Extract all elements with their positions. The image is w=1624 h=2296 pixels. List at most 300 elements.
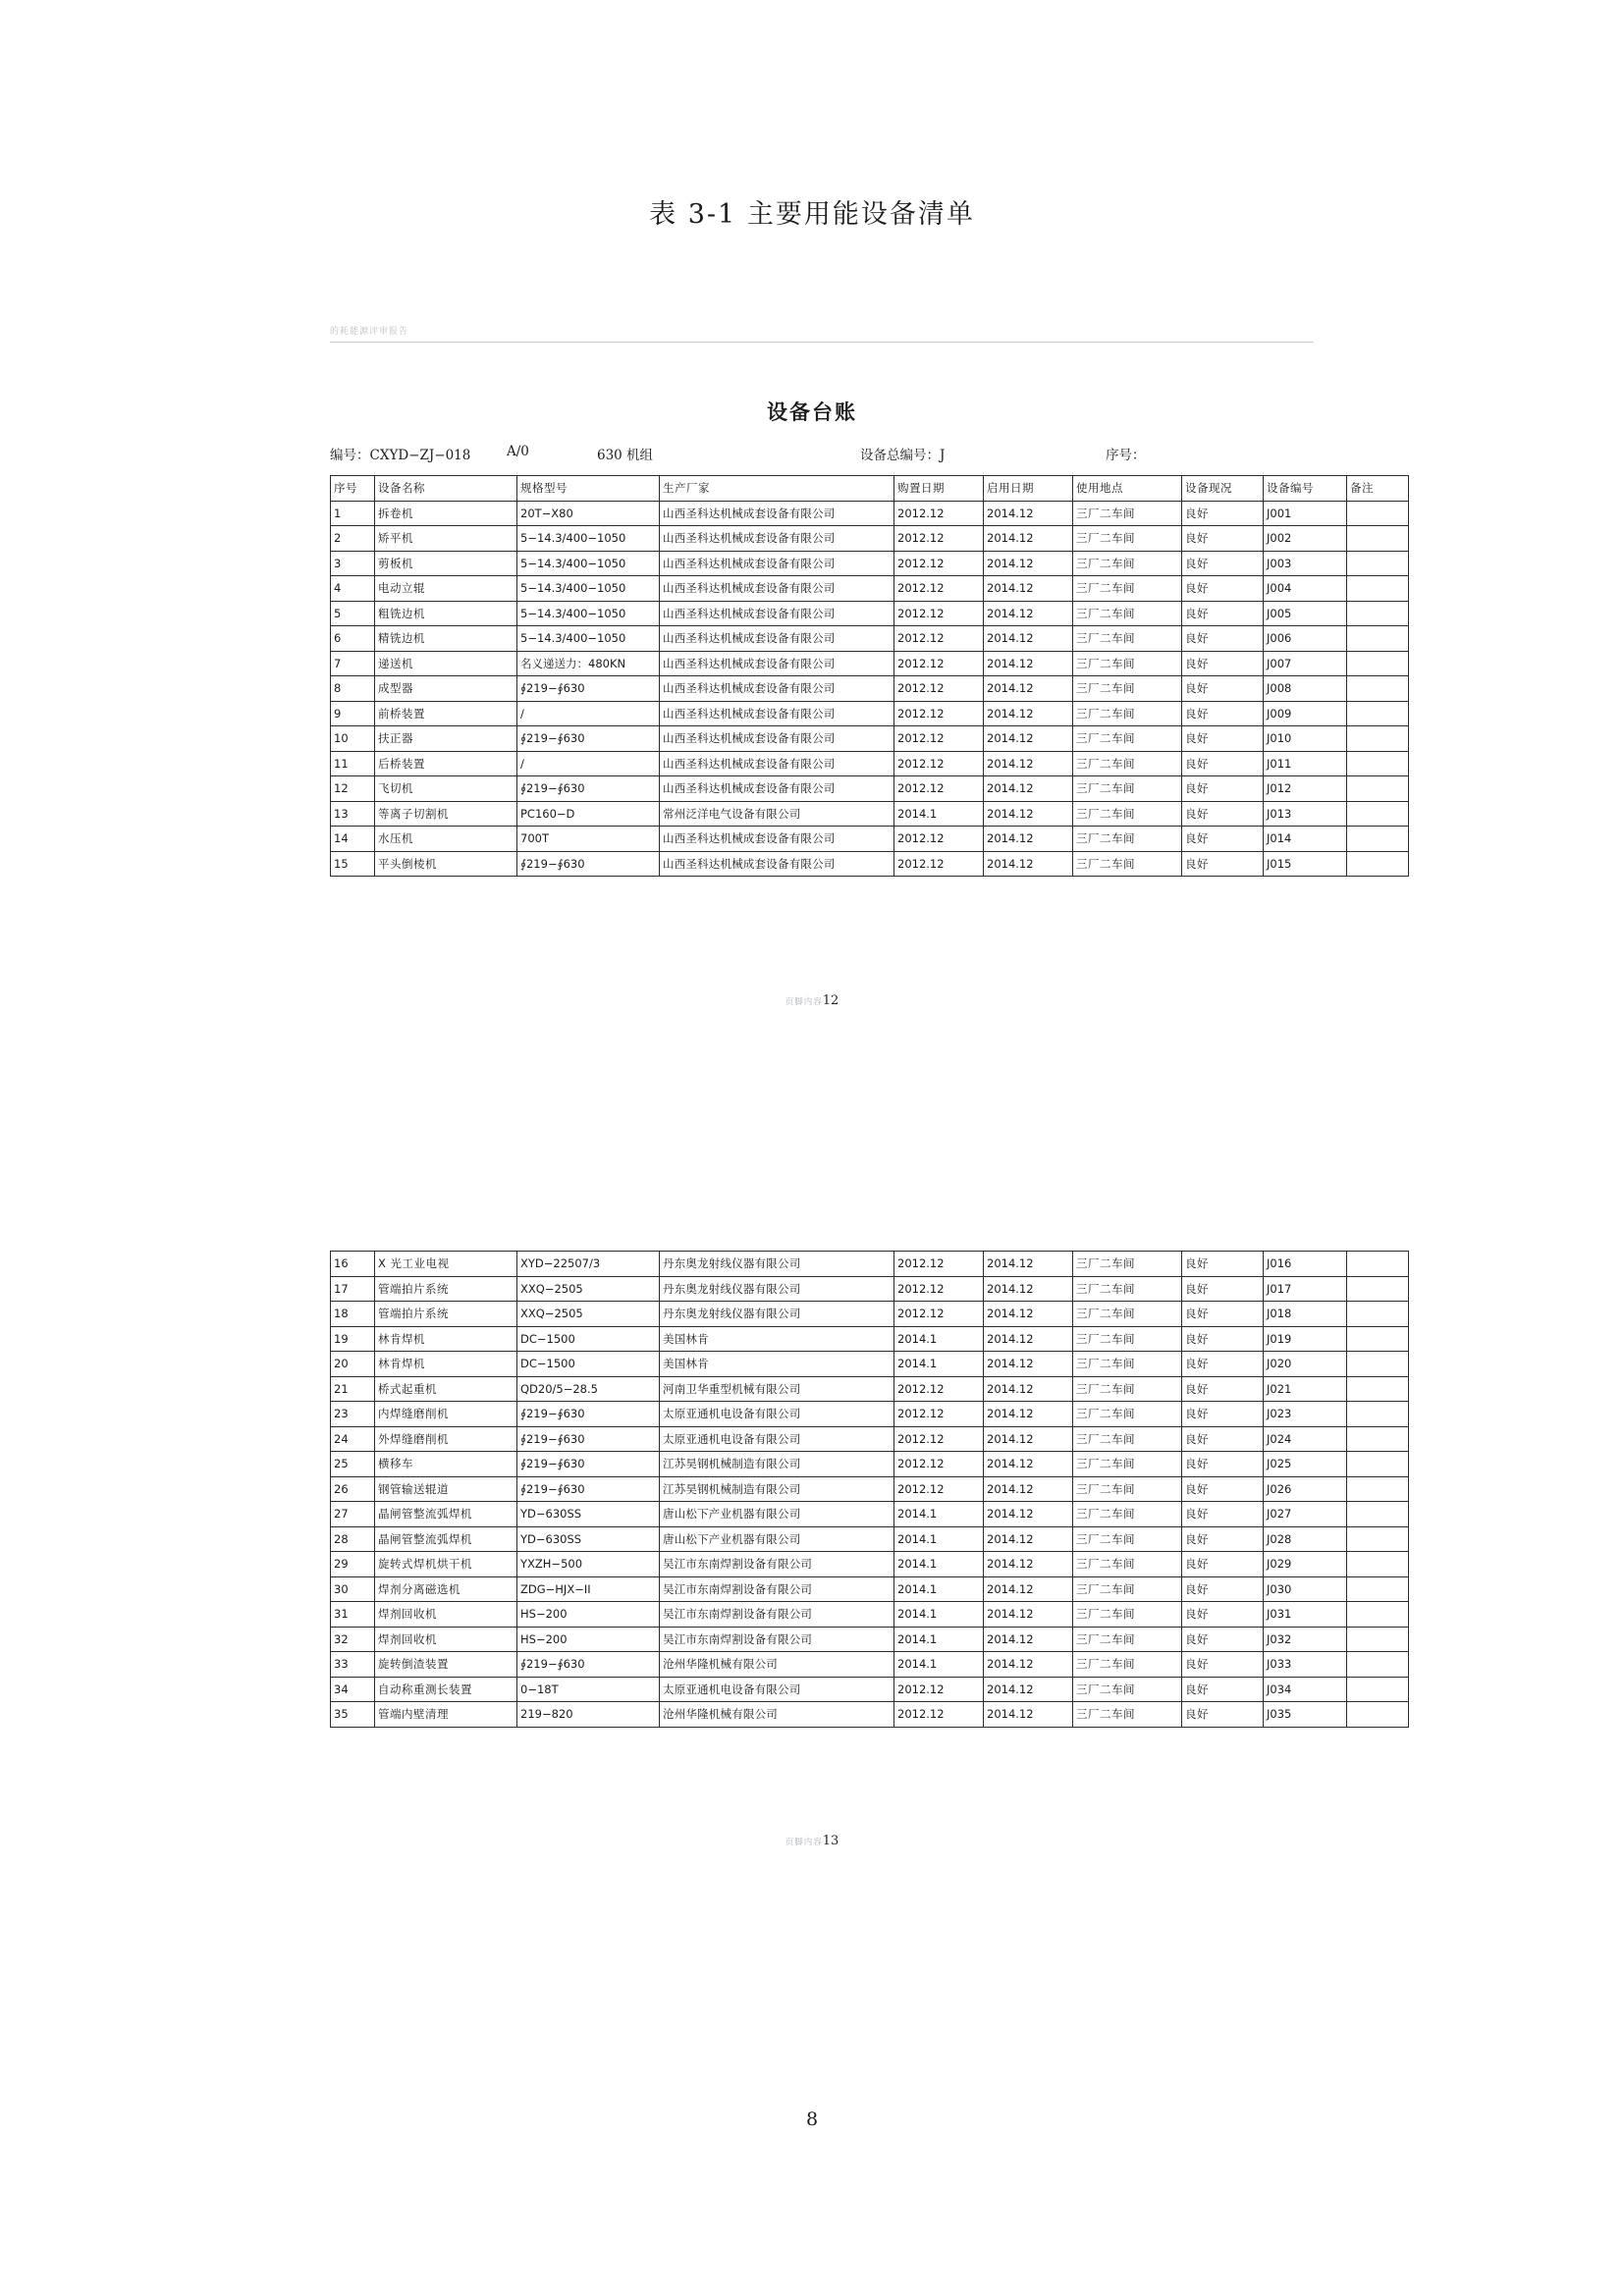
cell-equipment-name: 成型器: [375, 676, 517, 702]
cell-condition: 良好: [1182, 1702, 1264, 1728]
cell-equipment-name: 管端拍片系统: [375, 1302, 517, 1327]
page-footer-12: [0, 993, 1624, 1008]
table-row: [331, 1576, 1409, 1602]
table-row: [331, 1526, 1409, 1552]
cell-condition: 良好: [1182, 1552, 1264, 1577]
cell-manufacturer: 太原亚通机电设备有限公司: [660, 1677, 894, 1702]
cell-equipment-name: 外焊缝磨削机: [375, 1426, 517, 1452]
cell-model: ZDG−HJX−II: [517, 1576, 660, 1602]
cell-manufacturer: 吴江市东南焊割设备有限公司: [660, 1602, 894, 1628]
cell-equipment-name: 焊剂回收机: [375, 1602, 517, 1628]
cell-equipment-name: 粗铣边机: [375, 601, 517, 626]
cell-manufacturer: 太原亚通机电设备有限公司: [660, 1402, 894, 1427]
cell-condition: 良好: [1182, 1602, 1264, 1628]
cell-location: 三厂二车间: [1073, 1552, 1182, 1577]
cell-manufacturer: 吴江市东南焊割设备有限公司: [660, 1576, 894, 1602]
table-row: [331, 1426, 1409, 1452]
cell-start-date: 2014.12: [984, 827, 1073, 852]
cell-purchase-date: 2014.1: [894, 1602, 984, 1628]
cell-start-date: 2014.12: [984, 1526, 1073, 1552]
cell-start-date: 2014.12: [984, 651, 1073, 676]
cell-location: 三厂二车间: [1073, 1376, 1182, 1402]
cell-location: 三厂二车间: [1073, 1276, 1182, 1302]
cell-manufacturer: 山西圣科达机械成套设备有限公司: [660, 526, 894, 552]
cell-condition: 良好: [1182, 1252, 1264, 1277]
cell-manufacturer: 丹东奥龙射线仪器有限公司: [660, 1302, 894, 1327]
table-row: [331, 776, 1409, 802]
table-row: [331, 751, 1409, 776]
cell-remark: [1347, 551, 1409, 576]
cell-start-date: 2014.12: [984, 1402, 1073, 1427]
cell-location: 三厂二车间: [1073, 801, 1182, 827]
cell-location: 三厂二车间: [1073, 576, 1182, 602]
cell-equipment-name: 焊剂分离磁选机: [375, 1576, 517, 1602]
cell-manufacturer: 山西圣科达机械成套设备有限公司: [660, 851, 894, 877]
cell-manufacturer: 山西圣科达机械成套设备有限公司: [660, 601, 894, 626]
cell-equipment-name: 钢管输送辊道: [375, 1476, 517, 1502]
cell-equipment-no: J030: [1264, 1576, 1347, 1602]
table-row: [331, 1402, 1409, 1427]
cell-equipment-name: 飞切机: [375, 776, 517, 802]
cell-equipment-no: J014: [1264, 827, 1347, 852]
cell-manufacturer: 沧州华隆机械有限公司: [660, 1702, 894, 1728]
cell-manufacturer: 常州泛洋电气设备有限公司: [660, 801, 894, 827]
cell-remark: [1347, 1627, 1409, 1652]
cell-start-date: 2014.12: [984, 601, 1073, 626]
cell-condition: 良好: [1182, 626, 1264, 652]
cell-condition: 良好: [1182, 1526, 1264, 1552]
cell-purchase-date: 2012.12: [894, 851, 984, 877]
cell-model: ∮219−∮630: [517, 776, 660, 802]
cell-purchase-date: 2012.12: [894, 827, 984, 852]
cell-purchase-date: 2014.1: [894, 1352, 984, 1377]
cell-remark: [1347, 1376, 1409, 1402]
cell-purchase-date: 2012.12: [894, 526, 984, 552]
cell-remark: [1347, 1252, 1409, 1277]
cell-start-date: 2014.12: [984, 801, 1073, 827]
cell-start-date: 2014.12: [984, 676, 1073, 702]
cell-start-date: 2014.12: [984, 551, 1073, 576]
cell-seq: 24: [331, 1426, 375, 1452]
page-footer-13: [0, 1834, 1624, 1848]
cell-seq: 19: [331, 1326, 375, 1352]
cell-model: DC−1500: [517, 1326, 660, 1352]
cell-manufacturer: 山西圣科达机械成套设备有限公司: [660, 726, 894, 752]
column-header-remark: 备注: [1347, 476, 1409, 502]
cell-equipment-no: J020: [1264, 1352, 1347, 1377]
cell-seq: 7: [331, 651, 375, 676]
cell-seq: 32: [331, 1627, 375, 1652]
cell-condition: 良好: [1182, 501, 1264, 526]
cell-remark: [1347, 1476, 1409, 1502]
cell-model: XXQ−2505: [517, 1302, 660, 1327]
cell-condition: 良好: [1182, 776, 1264, 802]
table-row: [331, 851, 1409, 877]
cell-condition: 良好: [1182, 1326, 1264, 1352]
cell-model: ∮219−∮630: [517, 1476, 660, 1502]
meta-unit: 630 机组: [597, 448, 654, 463]
cell-purchase-date: 2014.1: [894, 1526, 984, 1552]
cell-seq: 23: [331, 1402, 375, 1427]
cell-location: 三厂二车间: [1073, 1526, 1182, 1552]
cell-condition: 良好: [1182, 1652, 1264, 1678]
cell-model: ∮219−∮630: [517, 1652, 660, 1678]
cell-purchase-date: 2012.12: [894, 551, 984, 576]
table-header: [331, 476, 1409, 502]
table-row: [331, 576, 1409, 602]
cell-equipment-no: J029: [1264, 1552, 1347, 1577]
cell-equipment-name: 林肯焊机: [375, 1352, 517, 1377]
cell-model: HS−200: [517, 1602, 660, 1628]
cell-start-date: 2014.12: [984, 1552, 1073, 1577]
cell-equipment-no: J013: [1264, 801, 1347, 827]
column-header-model: 规格型号: [517, 476, 660, 502]
cell-purchase-date: 2014.1: [894, 1552, 984, 1577]
cell-condition: 良好: [1182, 1476, 1264, 1502]
cell-remark: [1347, 1552, 1409, 1577]
table-row: [331, 1326, 1409, 1352]
cell-condition: 良好: [1182, 551, 1264, 576]
cell-location: 三厂二车间: [1073, 1602, 1182, 1628]
cell-condition: 良好: [1182, 827, 1264, 852]
cell-manufacturer: 山西圣科达机械成套设备有限公司: [660, 501, 894, 526]
cell-remark: [1347, 1302, 1409, 1327]
cell-equipment-name: 平头倒棱机: [375, 851, 517, 877]
cell-model: YXZH−500: [517, 1552, 660, 1577]
cell-seq: 1: [331, 501, 375, 526]
cell-model: ∮219−∮630: [517, 1402, 660, 1427]
cell-purchase-date: 2012.12: [894, 1476, 984, 1502]
cell-equipment-no: J019: [1264, 1326, 1347, 1352]
cell-model: YD−630SS: [517, 1502, 660, 1527]
cell-seq: 25: [331, 1452, 375, 1477]
table-row: [331, 1627, 1409, 1652]
cell-manufacturer: 山西圣科达机械成套设备有限公司: [660, 676, 894, 702]
cell-seq: 11: [331, 751, 375, 776]
footer-label-2: 页脚内容: [785, 1838, 823, 1847]
cell-start-date: 2014.12: [984, 751, 1073, 776]
column-header-equipment-no: 设备编号: [1264, 476, 1347, 502]
table-row: [331, 1502, 1409, 1527]
table-row: [331, 1602, 1409, 1628]
cell-start-date: 2014.12: [984, 1627, 1073, 1652]
cell-location: 三厂二车间: [1073, 1627, 1182, 1652]
table-row: [331, 1652, 1409, 1678]
cell-model: HS−200: [517, 1627, 660, 1652]
cell-equipment-no: J032: [1264, 1627, 1347, 1652]
cell-model: XYD−22507/3: [517, 1252, 660, 1277]
cell-remark: [1347, 1602, 1409, 1628]
cell-manufacturer: 山西圣科达机械成套设备有限公司: [660, 776, 894, 802]
cell-purchase-date: 2012.12: [894, 676, 984, 702]
cell-start-date: 2014.12: [984, 626, 1073, 652]
cell-equipment-name: 焊剂回收机: [375, 1627, 517, 1652]
cell-purchase-date: 2012.12: [894, 501, 984, 526]
cell-start-date: 2014.12: [984, 1652, 1073, 1678]
column-header-manufacturer: 生产厂家: [660, 476, 894, 502]
cell-seq: 30: [331, 1576, 375, 1602]
cell-model: YD−630SS: [517, 1526, 660, 1552]
table-row: [331, 601, 1409, 626]
cell-purchase-date: 2012.12: [894, 776, 984, 802]
cell-seq: 2: [331, 526, 375, 552]
cell-manufacturer: 吴江市东南焊割设备有限公司: [660, 1627, 894, 1652]
column-header-seq: 序号: [331, 476, 375, 502]
cell-equipment-name: 内焊缝磨削机: [375, 1402, 517, 1427]
cell-equipment-name: 林肯焊机: [375, 1326, 517, 1352]
cell-equipment-no: J017: [1264, 1276, 1347, 1302]
cell-start-date: 2014.12: [984, 1352, 1073, 1377]
table-row: [331, 651, 1409, 676]
cell-model: 5−14.3/400−1050: [517, 551, 660, 576]
cell-location: 三厂二车间: [1073, 851, 1182, 877]
cell-purchase-date: 2012.12: [894, 576, 984, 602]
cell-remark: [1347, 626, 1409, 652]
cell-equipment-no: J028: [1264, 1526, 1347, 1552]
table-row: [331, 501, 1409, 526]
cell-model: ∮219−∮630: [517, 1452, 660, 1477]
cell-equipment-name: 等离子切割机: [375, 801, 517, 827]
cell-remark: [1347, 801, 1409, 827]
table-row: [331, 676, 1409, 702]
meta-sequence: 序号：: [1106, 448, 1146, 463]
cell-equipment-no: J034: [1264, 1677, 1347, 1702]
cell-purchase-date: 2012.12: [894, 726, 984, 752]
table-row: [331, 1476, 1409, 1502]
cell-equipment-no: J010: [1264, 726, 1347, 752]
cell-model: 5−14.3/400−1050: [517, 626, 660, 652]
cell-manufacturer: 山西圣科达机械成套设备有限公司: [660, 751, 894, 776]
table-row: [331, 1452, 1409, 1477]
cell-location: 三厂二车间: [1073, 1652, 1182, 1678]
cell-manufacturer: 山西圣科达机械成套设备有限公司: [660, 626, 894, 652]
cell-equipment-no: J027: [1264, 1502, 1347, 1527]
cell-manufacturer: 美国林肯: [660, 1326, 894, 1352]
cell-model: XXQ−2505: [517, 1276, 660, 1302]
cell-start-date: 2014.12: [984, 1502, 1073, 1527]
table-row: [331, 551, 1409, 576]
cell-condition: 良好: [1182, 1452, 1264, 1477]
cell-equipment-name: 矫平机: [375, 526, 517, 552]
meta-revision: A/0: [507, 444, 529, 459]
cell-purchase-date: 2012.12: [894, 1402, 984, 1427]
cell-equipment-no: J011: [1264, 751, 1347, 776]
column-header-start-date: 启用日期: [984, 476, 1073, 502]
cell-equipment-no: J006: [1264, 626, 1347, 652]
cell-seq: 3: [331, 551, 375, 576]
footer-label-1: 页脚内容: [785, 997, 823, 1007]
column-header-condition: 设备现况: [1182, 476, 1264, 502]
cell-condition: 良好: [1182, 1402, 1264, 1427]
table-row: [331, 1552, 1409, 1577]
cell-equipment-name: 旋转式焊机烘干机: [375, 1552, 517, 1577]
cell-equipment-name: 水压机: [375, 827, 517, 852]
cell-location: 三厂二车间: [1073, 1576, 1182, 1602]
cell-condition: 良好: [1182, 851, 1264, 877]
cell-purchase-date: 2012.12: [894, 601, 984, 626]
cell-equipment-no: J008: [1264, 676, 1347, 702]
cell-location: 三厂二车间: [1073, 751, 1182, 776]
cell-location: 三厂二车间: [1073, 701, 1182, 726]
cell-remark: [1347, 1402, 1409, 1427]
cell-equipment-no: J009: [1264, 701, 1347, 726]
cell-manufacturer: 江苏昊钢机械制造有限公司: [660, 1452, 894, 1477]
cell-location: 三厂二车间: [1073, 726, 1182, 752]
cell-model: 5−14.3/400−1050: [517, 601, 660, 626]
cell-seq: 9: [331, 701, 375, 726]
cell-purchase-date: 2012.12: [894, 1702, 984, 1728]
cell-equipment-no: J016: [1264, 1252, 1347, 1277]
table-header-row: [331, 476, 1409, 502]
cell-start-date: 2014.12: [984, 776, 1073, 802]
table-row: [331, 526, 1409, 552]
cell-start-date: 2014.12: [984, 526, 1073, 552]
cell-manufacturer: 唐山松下产业机器有限公司: [660, 1502, 894, 1527]
cell-start-date: 2014.12: [984, 726, 1073, 752]
cell-equipment-name: 管端内壁清理: [375, 1702, 517, 1728]
cell-start-date: 2014.12: [984, 1602, 1073, 1628]
cell-seq: 10: [331, 726, 375, 752]
cell-seq: 15: [331, 851, 375, 877]
table-row: [331, 1677, 1409, 1702]
cell-equipment-name: 精铣边机: [375, 626, 517, 652]
table-row: [331, 1376, 1409, 1402]
cell-condition: 良好: [1182, 751, 1264, 776]
column-header-purchase-date: 购置日期: [894, 476, 984, 502]
cell-equipment-no: J002: [1264, 526, 1347, 552]
cell-equipment-no: J018: [1264, 1302, 1347, 1327]
cell-equipment-name: 后桥装置: [375, 751, 517, 776]
cell-seq: 33: [331, 1652, 375, 1678]
table-row: [331, 1702, 1409, 1728]
cell-purchase-date: 2012.12: [894, 1452, 984, 1477]
cell-purchase-date: 2012.12: [894, 1376, 984, 1402]
cell-equipment-no: J005: [1264, 601, 1347, 626]
cell-remark: [1347, 676, 1409, 702]
cell-start-date: 2014.12: [984, 701, 1073, 726]
cell-model: 20T−X80: [517, 501, 660, 526]
footer-number-1: 12: [822, 993, 839, 1008]
cell-remark: [1347, 526, 1409, 552]
cell-purchase-date: 2012.12: [894, 1252, 984, 1277]
cell-location: 三厂二车间: [1073, 1452, 1182, 1477]
cell-seq: 16: [331, 1252, 375, 1277]
cell-location: 三厂二车间: [1073, 1677, 1182, 1702]
cell-location: 三厂二车间: [1073, 501, 1182, 526]
cell-condition: 良好: [1182, 651, 1264, 676]
cell-condition: 良好: [1182, 1502, 1264, 1527]
cell-start-date: 2014.12: [984, 1276, 1073, 1302]
cell-purchase-date: 2014.1: [894, 1502, 984, 1527]
cell-seq: 26: [331, 1476, 375, 1502]
cell-seq: 21: [331, 1376, 375, 1402]
cell-purchase-date: 2012.12: [894, 701, 984, 726]
cell-location: 三厂二车间: [1073, 626, 1182, 652]
cell-location: 三厂二车间: [1073, 526, 1182, 552]
cell-seq: 31: [331, 1602, 375, 1628]
cell-location: 三厂二车间: [1073, 551, 1182, 576]
cell-seq: 13: [331, 801, 375, 827]
cell-location: 三厂二车间: [1073, 676, 1182, 702]
cell-condition: 良好: [1182, 676, 1264, 702]
cell-seq: 12: [331, 776, 375, 802]
cell-seq: 14: [331, 827, 375, 852]
page-title: 表 3-1 主要用能设备清单: [649, 199, 975, 230]
cell-remark: [1347, 701, 1409, 726]
cell-location: 三厂二车间: [1073, 827, 1182, 852]
cell-equipment-no: J015: [1264, 851, 1347, 877]
cell-remark: [1347, 1526, 1409, 1552]
cell-equipment-name: 拆卷机: [375, 501, 517, 526]
cell-model: /: [517, 751, 660, 776]
cell-seq: 29: [331, 1552, 375, 1577]
cell-remark: [1347, 651, 1409, 676]
cell-start-date: 2014.12: [984, 1326, 1073, 1352]
cell-manufacturer: 山西圣科达机械成套设备有限公司: [660, 551, 894, 576]
column-header-location: 使用地点: [1073, 476, 1182, 502]
cell-remark: [1347, 601, 1409, 626]
cell-manufacturer: 河南卫华重型机械有限公司: [660, 1376, 894, 1402]
cell-remark: [1347, 1426, 1409, 1452]
table-row: [331, 827, 1409, 852]
equipment-table-part1: [330, 475, 1409, 877]
cell-start-date: 2014.12: [984, 1426, 1073, 1452]
scan-header-rule: [330, 342, 1314, 343]
cell-remark: [1347, 1326, 1409, 1352]
cell-location: 三厂二车间: [1073, 1702, 1182, 1728]
cell-equipment-name: 前桥装置: [375, 701, 517, 726]
cell-start-date: 2014.12: [984, 1302, 1073, 1327]
meta-code: 编号：CXYD−ZJ−018: [330, 448, 471, 463]
cell-manufacturer: 山西圣科达机械成套设备有限公司: [660, 701, 894, 726]
cell-model: 5−14.3/400−1050: [517, 576, 660, 602]
table-row: [331, 626, 1409, 652]
table-row: [331, 701, 1409, 726]
cell-start-date: 2014.12: [984, 1452, 1073, 1477]
cell-manufacturer: 唐山松下产业机器有限公司: [660, 1526, 894, 1552]
cell-equipment-no: J024: [1264, 1426, 1347, 1452]
cell-equipment-name: X 光工业电视: [375, 1252, 517, 1277]
cell-seq: 20: [331, 1352, 375, 1377]
cell-location: 三厂二车间: [1073, 1426, 1182, 1452]
cell-start-date: 2014.12: [984, 1252, 1073, 1277]
cell-remark: [1347, 1352, 1409, 1377]
cell-purchase-date: 2014.1: [894, 1326, 984, 1352]
cell-manufacturer: 山西圣科达机械成套设备有限公司: [660, 827, 894, 852]
cell-equipment-no: J023: [1264, 1402, 1347, 1427]
cell-manufacturer: 太原亚通机电设备有限公司: [660, 1426, 894, 1452]
cell-model: ∮219−∮630: [517, 1426, 660, 1452]
cell-equipment-name: 晶闸管整流弧焊机: [375, 1502, 517, 1527]
cell-remark: [1347, 751, 1409, 776]
cell-model: PC160−D: [517, 801, 660, 827]
cell-remark: [1347, 1452, 1409, 1477]
cell-equipment-name: 晶闸管整流弧焊机: [375, 1526, 517, 1552]
footer-number-2: 13: [822, 1834, 839, 1848]
cell-seq: 8: [331, 676, 375, 702]
cell-condition: 良好: [1182, 526, 1264, 552]
cell-equipment-no: J001: [1264, 501, 1347, 526]
cell-remark: [1347, 851, 1409, 877]
cell-model: 219−820: [517, 1702, 660, 1728]
cell-remark: [1347, 776, 1409, 802]
cell-seq: 18: [331, 1302, 375, 1327]
cell-model: /: [517, 701, 660, 726]
cell-model: 名义递送力：480KN: [517, 651, 660, 676]
meta-total-code: 设备总编号：J: [860, 448, 946, 463]
cell-purchase-date: 2014.1: [894, 1652, 984, 1678]
cell-model: QD20/5−28.5: [517, 1376, 660, 1402]
